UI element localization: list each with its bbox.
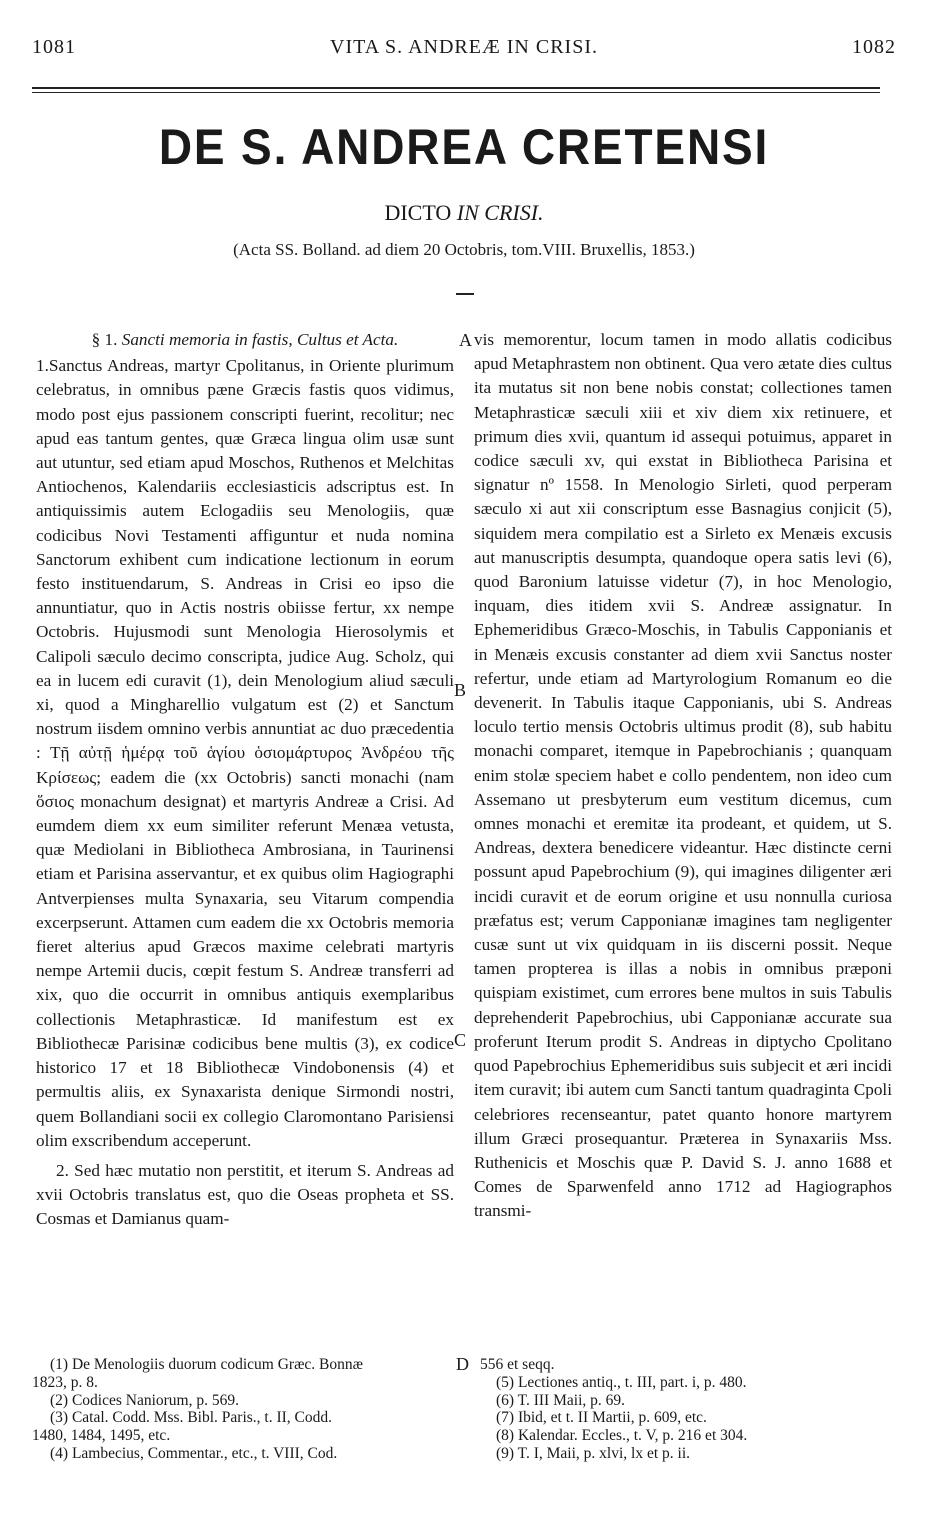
right-page-number: 1082 <box>852 36 896 58</box>
right-column <box>474 328 892 1224</box>
section-divider <box>456 293 474 295</box>
footnote-line: (3) Catal. Codd. Mss. Bibl. Paris., t. II, Codd. <box>50 1409 333 1427</box>
subtitle-italic: IN CRISI. <box>456 200 544 225</box>
left-column <box>36 328 454 1232</box>
footnote-line: (9) T. I, Maii, p. xlvi, lx et p. ii. <box>496 1444 691 1462</box>
footnote-line: (5) Lectiones antiq., t. III, part. i, p. 480. <box>496 1373 747 1391</box>
footnote-line: (6) T. III Maii, p. 69. <box>496 1391 625 1409</box>
margin-letter-a: A <box>459 330 472 350</box>
footnote-line: 556 et seqq. <box>480 1356 555 1373</box>
footnote-line: (1) De Menologiis duorum codicum Græc. Bonnæ <box>50 1356 363 1373</box>
paragraph-2: 2. Sed hæc mutatio non perstitit, et iterum S. Andreas ad xvii Octobris translatus est, quo die Oseas propheta et SS. Cosmas et Damianus quam- <box>36 1160 454 1229</box>
footnote-line: 1480, 1484, 1495, etc. <box>32 1427 171 1445</box>
footnote-line: (8) Kalendar. Eccles., t. V, p. 216 et 304. <box>496 1427 748 1445</box>
header-rule <box>32 87 880 93</box>
page-title: DE S. ANDREA CRETENSI <box>158 119 770 175</box>
margin-letter-c: C <box>454 1030 467 1050</box>
margin-letter-d: D <box>456 1354 469 1374</box>
section-number: § 1. <box>91 330 118 349</box>
section-heading <box>36 328 454 352</box>
running-title: VITA S. ANDREÆ IN CRISI. <box>330 36 598 58</box>
paragraph-1: 1.Sanctus Andreas, martyr Cpolitanus, in Oriente plurimum celebratus, in omnibus pæne Græcis fastis quos vidimus, modo post ejus passionem conscripti fuerint, recolitur; nec apud eas tantum gentes, quæ Græca lingua olim usæ sunt aut utuntur, sed etiam apud Moschos, Ruthenos et Melchitas Antiochenos, Kalendariis ecclesiasticis adscriptus est. In antiquissimis autem Eclogadiis seu Menologiis, quæ codicibus Novi Testamenti affiguntur et nuda nomina Sanctorum exhibent cum indicatione lectionum in eorum festo instituendarum, S. Andreas in Crisi eo ipso die annuntiatur, quo in Actis nostris obiisse fertur, xx nempe Octobris. Hujusmodi sunt Menologia Hierosolymis et Calipoli sæculo decimo conscripta, judice Aug. Scholz, qui ea in lucem edi curavit (1), dein Menologium aliud sæculi xi, quod a Mingharellio vulgatum est (2) et Sanctum nostrum iisdem omnino verbis annuntiat ac duo præcedentia : Τῇ αὐτῇ ἡμέρᾳ τοῦ ἁγίου ὁσιομάρτυρος Ἀνδρέου τῆς Κρίσεως; eadem die (xx Octobris) sancti monachi (nam ὅσιος monachum designat) et martyris Andreæ a Crisi. Ad eumdem diem xx eum similiter referunt Menæa vetusta, quæ Mediolani in Bibliotheca Ambrosiana, in Taurinensi etiam et Parisina asservantur, et ex quibus olim Hagiographi Antverpienses multa Synaxaria, seu Vitarum compendia excerpserunt. Attamen cum eadem die xx Octobris memoria fieret alterius apud Græcos maxime celebrati martyris nempe Artemii ducis, cœpit festum S. Andreæ transferri ad xix, quo die occurrit in omnibus antiquis exemplaribus collectionis Metaphrasticæ. Id manifestum est ex Bibliothecæ Parisinæ codicibus bene multis (3), ex codice historico 17 et 18 Bibliothecæ Vindobonensis (4) et permultis aliis, ex Synaxarista denique Sirmondi nostri, quem Bollandiani socii ex collegio Claromontano Parisiensi olim exscribendum acceperunt. <box>36 356 454 1150</box>
footnote-line: (4) Lambecius, Commentar., etc., t. VIII, Cod. <box>50 1444 338 1462</box>
footnote-line: (2) Codices Naniorum, p. 569. <box>50 1391 239 1409</box>
left-page-number: 1081 <box>32 36 76 58</box>
footnote-line: 1823, p. 8. <box>32 1373 98 1391</box>
source-line: (Acta SS. Bolland. ad diem 20 Octobris, tom.VIII. Bruxellis, 1853.) <box>233 240 695 259</box>
section-heading-text: Sancti memoria in fastis, Cultus et Acta. <box>121 330 399 349</box>
running-header <box>32 36 896 60</box>
margin-letter-b: B <box>454 680 467 700</box>
right-column-text: vis memorentur, locum tamen in modo allatis codicibus apud Metaphrastem non obtinent. Qua vero ætate dies cultus ita mutatus sit non bene nobis constat; collectiones tamen Metaphrasticæ sæculi xiii et xiv diem xix retinuere, et primum dies xvii, quantum id assequi potuimus, apparet in codice sæculi xv, qui exstat in Bibliotheca Parisina et signatur nº 1558. In Menologio Sirleti, quod perperam sæculo xi aut xii conscriptum esse Basnagius conjicit (5), siquidem mera compilatio est a Sirleto ex Menæis excusis aut manuscriptis desumpta, quandoque opera satis levi (6), quod Baronium latuisse videtur (7), in hoc Menologio, inquam, dies itidem xvii S. Andreæ assignatur. In Ephemeridibus Græco-Moschis, in Tabulis Capponianis et in Menæis excusis constanter ad diem xvii Sanctus noster refertur, unde etiam ad Martyrologium Romanum eo die devenerit. In Tabulis itaque Capponianis, ubi S. Andreas loculo tertio mensis Octobris ultimus prodit (8), sub habitu monachi comparet, itemque in Papebrochianis ; quanquam enim stolæ speciem habet e collo pendentem, non ideo cum Assemano ut presbyterum eum vestitum dicemus, cum omnes monachi et eremitæ ita prodeant, et quidem, ut S. Andreas, dextera benedicere videantur. Hæc distincte cerni possunt apud Papebrochium (9), qui imagines diligenter æri incidi curavit et de eorum origine et usu nonnulla curiosa præfatus est; verum Capponianæ imagines tam negligenter cusæ sunt ut vix quidquam in iis discerni possit. Neque tamen propterea is illas a nobis in omnibus præponi quispiam existimet, cum errores bene multos in suis Tabulis deprehenderit Papebrochius, ubi Capponianæ accurate sua proferunt Iterum prodit S. Andreas in diptycho Cpolitano quod Papebrochius Ephemeridibus suis subjecit et æri incidi item curavit; ibi autem cum Sancti tantum quadraginta Cpoli celebriores recenseantur, patet quanto honore martyrem illum Græci prosequantur. Præterea in Synaxariis Mss. Ruthenicis et Moschis quæ P. David S. J. anno 1688 et Comes de Sparwenfeld anno 1712 ad Hagiographos transmi- <box>474 330 892 1221</box>
footnotes-right <box>480 1356 916 1463</box>
subtitle-prefix: DICTO <box>384 200 452 225</box>
subtitle <box>0 200 928 226</box>
footnotes-left <box>32 1356 470 1463</box>
footnote-line: (7) Ibid, et t. II Martii, p. 609, etc. <box>496 1409 707 1427</box>
